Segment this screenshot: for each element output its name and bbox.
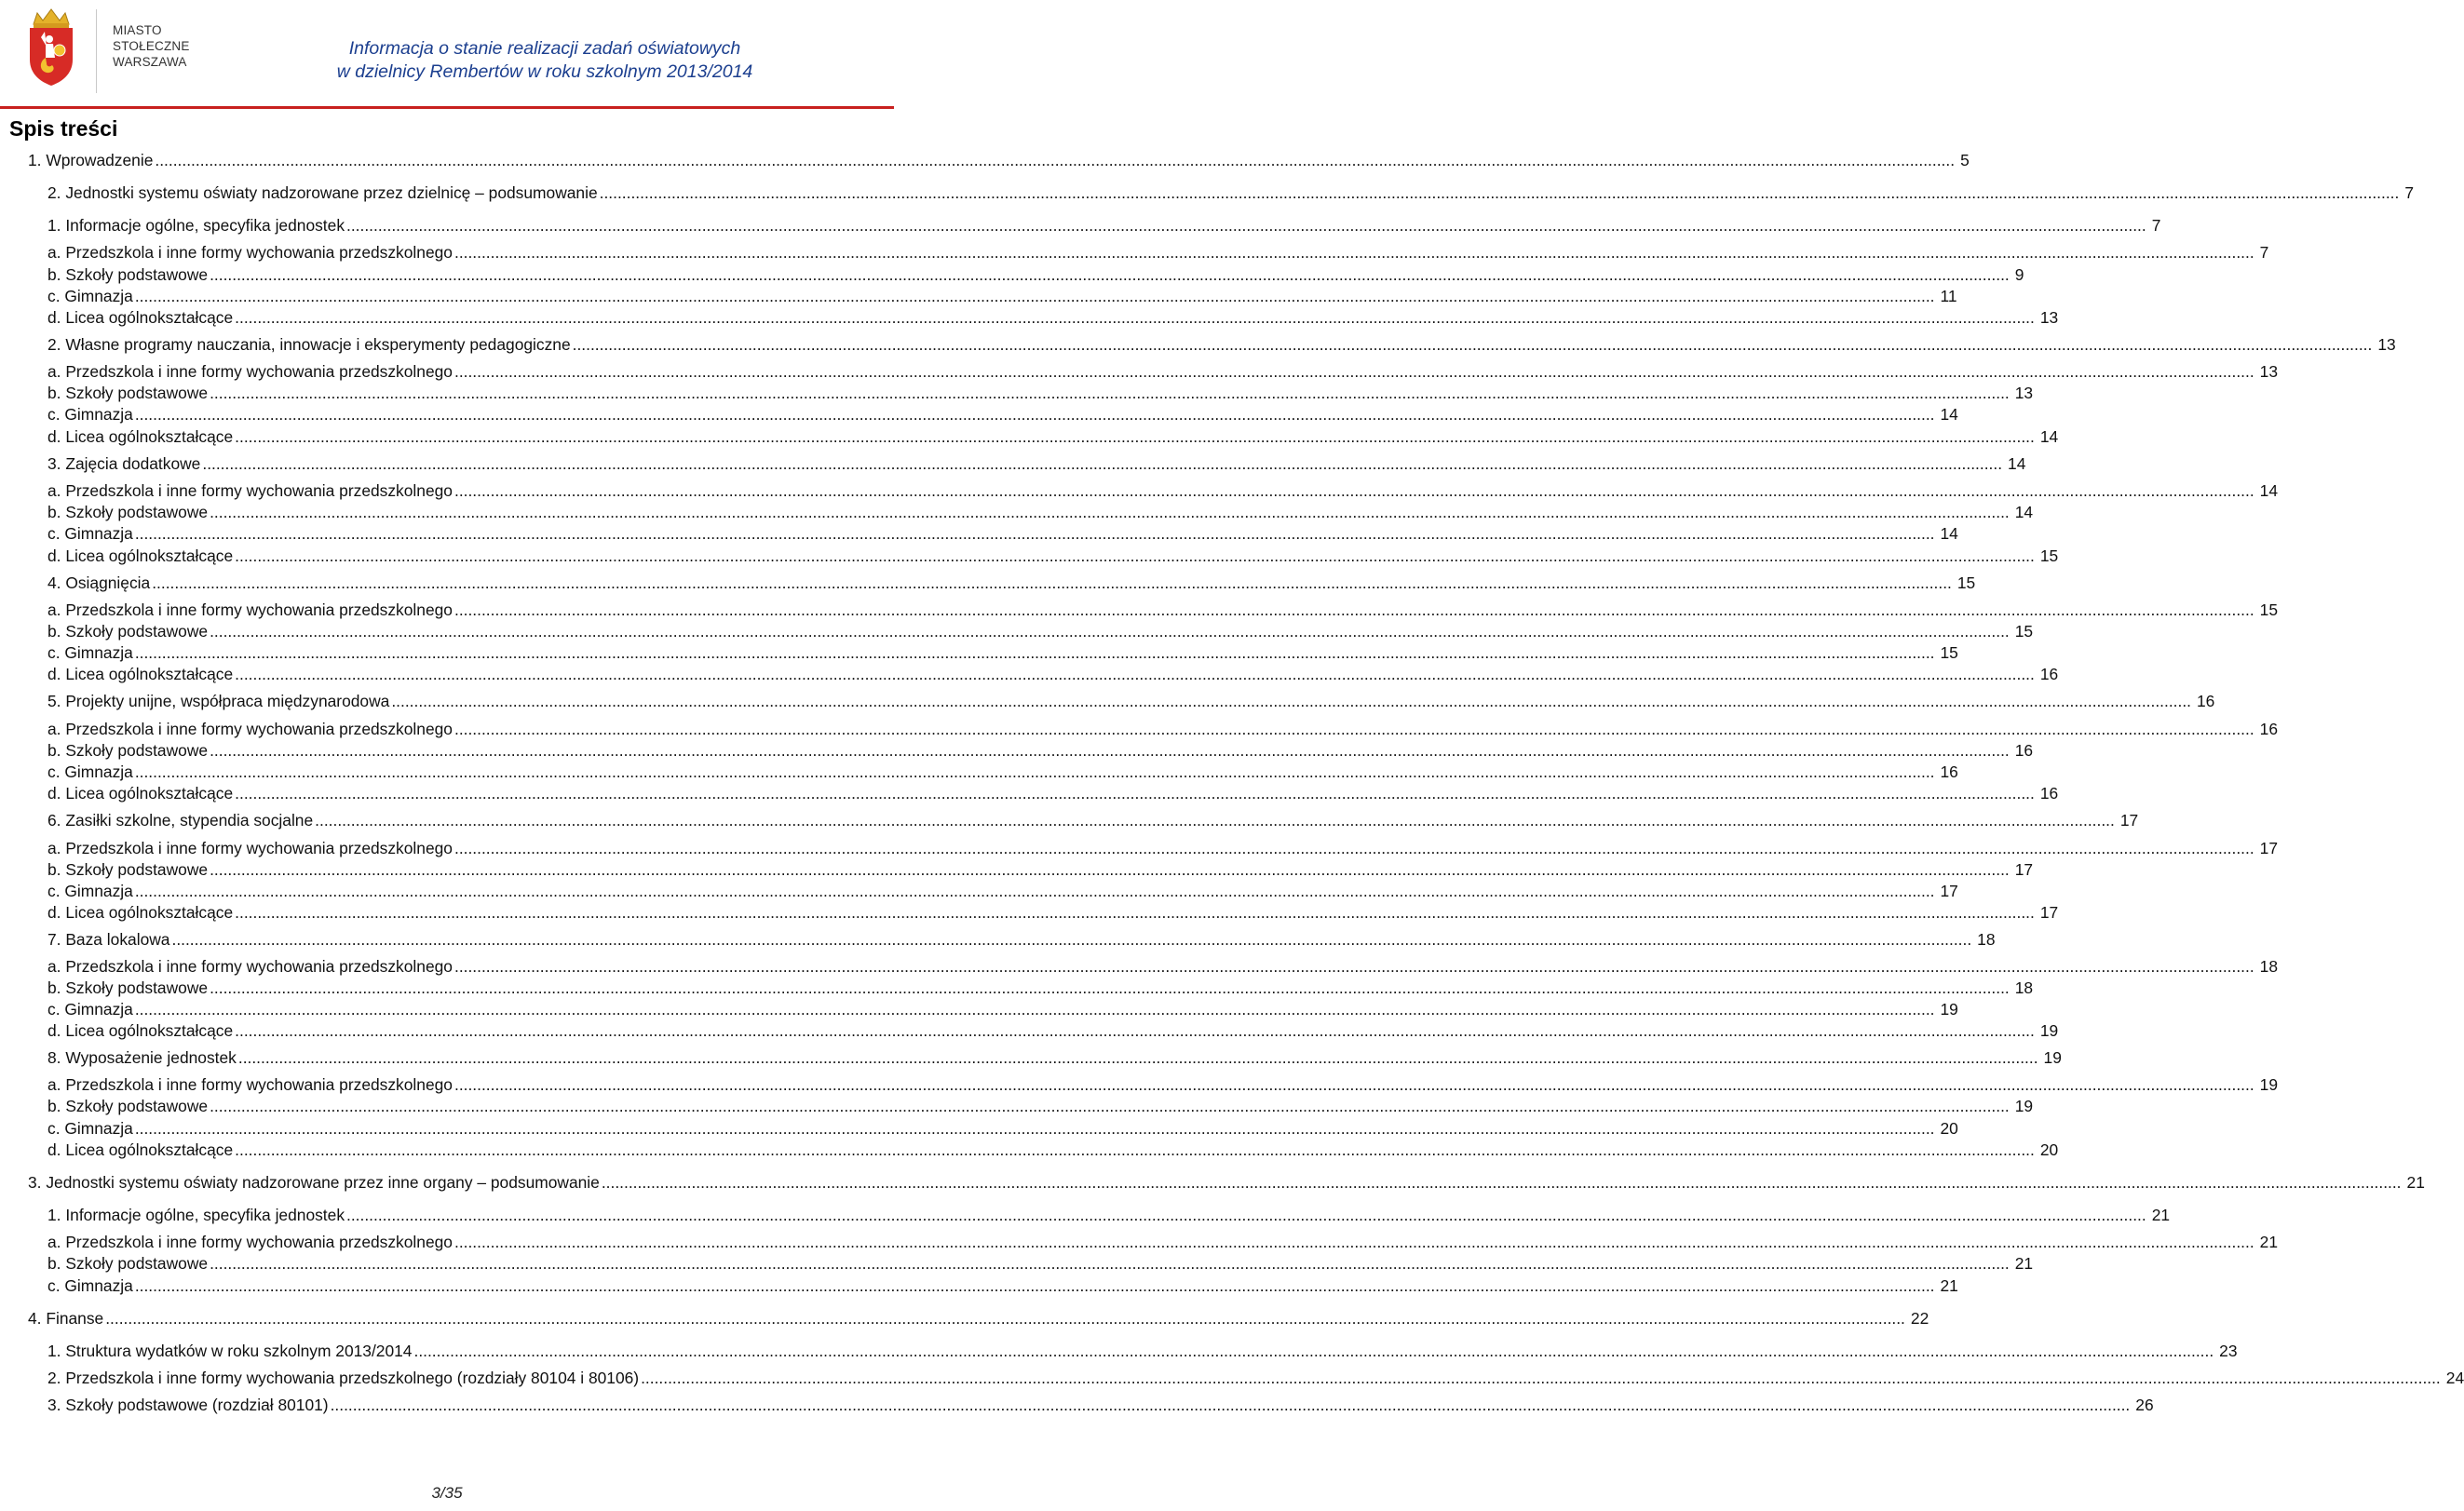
toc-entry-label: 1. Wprowadzenie [28,151,154,169]
toc-entry-page: 19 [2014,1097,2034,1115]
toc-entry-page: 18 [1977,930,1996,949]
toc-leader-dots: ................................................................................................................................................................................................................................................................................................................................................................................................................ [235,308,2035,327]
toc-leader-dots: ................................................................................................................................................................................................................................................................................................................................................................................................................ [210,741,2010,760]
toc-entry-page: 17 [1940,882,1958,900]
toc-entry[interactable] [47,1205,2171,1225]
toc-entry-page: 19 [2043,1048,2062,1067]
toc-entry[interactable] [47,600,2279,620]
toc-entry[interactable] [47,929,1996,950]
brand-line: STOŁECZNE [113,39,190,53]
toc-leader-dots: ................................................................................................................................................................................................................................................................................................................................................................................................................ [391,692,2192,710]
toc-leader-dots: ................................................................................................................................................................................................................................................................................................................................................................................................................ [237,1048,2038,1067]
toc-entry-label: b. Szkoły podstawowe [47,265,209,284]
toc-entry-label: a. Przedszkola i inne formy wychowania przedszkolnego [47,1233,453,1251]
toc-entry-label: d. Licea ogólnokształcące [47,665,234,683]
toc-entry-label: d. Licea ogólnokształcące [47,1140,234,1159]
toc-entry-page: 16 [2039,784,2059,803]
toc-leader-dots: ................................................................................................................................................................................................................................................................................................................................................................................................................ [210,622,2010,641]
toc-entry-page: 14 [2014,503,2034,521]
toc-leader-dots: ................................................................................................................................................................................................................................................................................................................................................................................................................ [413,1342,2214,1360]
toc-entry[interactable] [47,1096,2034,1116]
page-header [0,0,894,110]
toc-entry-label: 4. Finanse [28,1309,104,1328]
toc-entry-page: 26 [2135,1396,2154,1414]
toc-entry-page: 7 [2404,183,2414,202]
toc-entry-page: 16 [2014,741,2034,760]
toc-entry-label: c. Gimnazja [47,1000,133,1019]
toc-leader-dots: ................................................................................................................................................................................................................................................................................................................................................................................................................ [155,151,1956,169]
brand-name [113,22,190,70]
toc-leader-dots: ................................................................................................................................................................................................................................................................................................................................................................................................................ [210,265,2010,284]
toc-entry[interactable] [47,783,2059,803]
toc-entry[interactable] [47,264,2024,285]
toc-entry-page: 23 [2219,1342,2238,1360]
toc-entry-page: 16 [2197,692,2215,710]
toc-leader-dots: ................................................................................................................................................................................................................................................................................................................................................................................................................ [235,903,2035,922]
toc-entry-label: 3. Jednostki systemu oświaty nadzorowane przez inne organy – podsumowanie [28,1173,600,1192]
header-divider [96,9,97,93]
toc-leader-dots: ................................................................................................................................................................................................................................................................................................................................................................................................................ [454,957,2254,976]
warsaw-crest-logo [24,6,78,88]
toc-entry[interactable] [47,1341,2238,1361]
toc-entry-label: b. Szkoły podstawowe [47,503,209,521]
toc-entry-page: 15 [2039,546,2059,565]
toc-entry-label: c. Gimnazja [47,882,133,900]
toc-entry[interactable] [47,1074,2279,1095]
toc-leader-dots: ................................................................................................................................................................................................................................................................................................................................................................................................................ [134,524,1935,543]
toc-entry-page: 9 [2014,265,2024,284]
toc-leader-dots: ................................................................................................................................................................................................................................................................................................................................................................................................................ [599,183,2400,202]
toc-entry[interactable] [47,1368,2464,1388]
toc-entry[interactable] [47,719,2279,739]
toc-entry[interactable] [47,762,1958,782]
toc-entry[interactable] [28,1308,1929,1329]
toc-entry-label: 1. Informacje ogólne, specyfika jednostek [47,1206,345,1224]
toc-entry-page: 21 [2151,1206,2171,1224]
toc-entry-label: d. Licea ogólnokształcące [47,784,234,803]
toc-entry-page: 7 [2151,216,2161,235]
toc-entry-label: c. Gimnazja [47,1276,133,1295]
toc-entry[interactable] [47,1118,1958,1139]
toc-leader-dots: ................................................................................................................................................................................................................................................................................................................................................................................................................ [235,1021,2035,1040]
toc-entry[interactable] [47,523,1958,544]
toc-leader-dots: ................................................................................................................................................................................................................................................................................................................................................................................................................ [454,1233,2254,1251]
toc-leader-dots: ................................................................................................................................................................................................................................................................................................................................................................................................................ [152,573,1952,592]
toc-entry-label: c. Gimnazja [47,643,133,662]
toc-entry-page: 19 [1940,1000,1958,1019]
toc-entry-page: 17 [2119,811,2139,830]
toc-entry-label: d. Licea ogólnokształcące [47,1021,234,1040]
toc-leader-dots: ................................................................................................................................................................................................................................................................................................................................................................................................................ [202,454,2003,473]
toc-entry-page: 14 [2039,427,2059,446]
toc-entry[interactable] [47,691,2215,711]
toc-entry[interactable] [47,664,2059,684]
toc-entry-page: 17 [2259,839,2279,857]
toc-entry-page: 16 [1940,762,1958,781]
toc-entry[interactable] [47,859,2034,880]
toc-entry-page: 18 [2014,978,2034,997]
toc-entry-page: 13 [2039,308,2059,327]
toc-leader-dots: ................................................................................................................................................................................................................................................................................................................................................................................................................ [454,1075,2254,1094]
brand-line: MIASTO [113,23,162,37]
toc-leader-dots: ................................................................................................................................................................................................................................................................................................................................................................................................................ [601,1173,2402,1192]
toc-entry[interactable] [47,453,2026,474]
toc-entry-page: 14 [2259,481,2279,500]
toc-leader-dots: ................................................................................................................................................................................................................................................................................................................................................................................................................ [134,1276,1935,1295]
toc-entry[interactable] [47,361,2279,382]
toc-leader-dots: ................................................................................................................................................................................................................................................................................................................................................................................................................ [641,1369,2441,1387]
toc-entry[interactable] [47,334,2396,355]
toc-entry-page: 17 [2039,903,2059,922]
toc-entry-page: 15 [1956,573,1976,592]
toc-leader-dots: ................................................................................................................................................................................................................................................................................................................................................................................................................ [134,1119,1935,1138]
toc-entry-label: a. Przedszkola i inne formy wychowania przedszkolnego [47,243,453,262]
toc-entry-label: d. Licea ogólnokształcące [47,427,234,446]
toc-entry-page: 20 [1940,1119,1958,1138]
toc-entry-label: 2. Własne programy nauczania, innowacje i eksperymenty pedagogiczne [47,335,571,354]
toc-entry-label: 6. Zasiłki szkolne, stypendia socjalne [47,811,314,830]
toc-entry-label: a. Przedszkola i inne formy wychowania przedszkolnego [47,362,453,381]
toc-entry-label: 3. Zajęcia dodatkowe [47,454,201,473]
toc-entry-label: 8. Wyposażenie jednostek [47,1048,237,1067]
toc-entry[interactable] [47,480,2279,501]
toc-entry-page: 21 [2406,1173,2425,1192]
toc-entry[interactable] [47,1020,2059,1041]
toc-entry-page: 5 [1960,151,1970,169]
toc-leader-dots: ................................................................................................................................................................................................................................................................................................................................................................................................................ [454,720,2254,738]
toc-leader-dots: ................................................................................................................................................................................................................................................................................................................................................................................................................ [210,384,2010,402]
toc-entry[interactable] [47,1140,2059,1160]
toc-leader-dots: ................................................................................................................................................................................................................................................................................................................................................................................................................ [315,811,2115,830]
toc-leader-dots: ................................................................................................................................................................................................................................................................................................................................................................................................................ [171,930,1972,949]
toc-leader-dots: ................................................................................................................................................................................................................................................................................................................................................................................................................ [235,784,2035,803]
toc-entry[interactable] [47,215,2161,236]
toc-leader-dots: ................................................................................................................................................................................................................................................................................................................................................................................................................ [454,600,2254,619]
toc-entry-label: c. Gimnazja [47,287,133,305]
toc-entry-label: d. Licea ogólnokształcące [47,546,234,565]
toc-entry[interactable] [47,502,2034,522]
toc-entry-label: d. Licea ogólnokształcące [47,308,234,327]
document-title-line: Informacja o stanie realizacji zadań oświatowych [348,38,741,59]
toc-entry-label: 1. Struktura wydatków w roku szkolnym 2013/2014 [47,1342,413,1360]
toc-entry-page: 17 [2014,860,2034,879]
toc-leader-dots: ................................................................................................................................................................................................................................................................................................................................................................................................................ [454,839,2254,857]
toc-entry-label: b. Szkoły podstawowe [47,1254,209,1273]
toc-entry-label: 7. Baza lokalowa [47,930,170,949]
toc-entry-label: b. Szkoły podstawowe [47,860,209,879]
toc-entry[interactable] [47,956,2279,977]
toc-leader-dots: ................................................................................................................................................................................................................................................................................................................................................................................................................ [210,1254,2010,1273]
toc-leader-dots: ................................................................................................................................................................................................................................................................................................................................................................................................................ [105,1309,1905,1328]
toc-entry-label: 2. Przedszkola i inne formy wychowania przedszkolnego (rozdziały 80104 i 80106) [47,1369,640,1387]
toc-leader-dots: ................................................................................................................................................................................................................................................................................................................................................................................................................ [235,1140,2035,1159]
toc-entry-page: 16 [2039,665,2059,683]
toc-entry-label: 3. Szkoły podstawowe (rozdział 80101) [47,1396,329,1414]
toc-entry[interactable] [47,999,1958,1019]
toc-entry-label: d. Licea ogólnokształcące [47,903,234,922]
toc-leader-dots: ................................................................................................................................................................................................................................................................................................................................................................................................................ [134,287,1935,305]
toc-entry-page: 13 [2014,384,2034,402]
toc-entry-label: 5. Projekty unijne, współpraca międzynarodowa [47,692,390,710]
toc-entry-label: a. Przedszkola i inne formy wychowania przedszkolnego [47,1075,453,1094]
toc-entry[interactable] [47,242,2269,263]
toc-entry-page: 21 [2014,1254,2034,1273]
toc-entry[interactable] [47,1395,2154,1415]
toc-entry[interactable] [47,838,2279,858]
toc-leader-dots: ................................................................................................................................................................................................................................................................................................................................................................................................................ [346,1206,2146,1224]
toc-leader-dots: ................................................................................................................................................................................................................................................................................................................................................................................................................ [454,243,2254,262]
toc-leader-dots: ................................................................................................................................................................................................................................................................................................................................................................................................................ [134,405,1935,424]
toc-entry[interactable] [47,1275,1958,1296]
toc-entry-label: a. Przedszkola i inne formy wychowania przedszkolnego [47,600,453,619]
toc-entry-page: 7 [2259,243,2269,262]
toc-entry-label: a. Przedszkola i inne formy wychowania przedszkolnego [47,720,453,738]
document-title-line: w dzielnicy Rembertów w roku szkolnym 2013/2014 [336,61,753,82]
toc-entry-label: 2. Jednostki systemu oświaty nadzorowane przez dzielnicę – podsumowanie [47,183,598,202]
toc-entry-label: a. Przedszkola i inne formy wychowania przedszkolnego [47,957,453,976]
brand-line: WARSZAWA [113,55,187,69]
toc-leader-dots: ................................................................................................................................................................................................................................................................................................................................................................................................................ [210,1097,2010,1115]
toc-entry-page: 15 [2259,600,2279,619]
toc-entry-page: 13 [2377,335,2396,354]
toc-entry-label: c. Gimnazja [47,524,133,543]
toc-leader-dots: ................................................................................................................................................................................................................................................................................................................................................................................................................ [346,216,2146,235]
toc-entry[interactable] [47,426,2059,447]
toc-leader-dots: ................................................................................................................................................................................................................................................................................................................................................................................................................ [235,665,2035,683]
toc-entry-page: 22 [1910,1309,1929,1328]
toc-entry-label: 4. Osiągnięcia [47,573,151,592]
toc-entry-page: 15 [1940,643,1958,662]
toc-leader-dots: ................................................................................................................................................................................................................................................................................................................................................................................................................ [210,503,2010,521]
toc-entry-page: 24 [2445,1369,2464,1387]
toc-entry[interactable] [47,546,2059,566]
toc-entry[interactable] [47,286,1957,306]
toc-entry[interactable] [47,1047,2062,1068]
toc-entry[interactable] [47,740,2034,761]
header-rule [0,106,894,109]
toc-entry[interactable] [47,881,1958,901]
toc-entry-page: 14 [2008,454,2026,473]
toc-leader-dots: ................................................................................................................................................................................................................................................................................................................................................................................................................ [454,362,2254,381]
toc-entry-label: b. Szkoły podstawowe [47,978,209,997]
toc-entry[interactable] [47,902,2059,923]
toc-leader-dots: ................................................................................................................................................................................................................................................................................................................................................................................................................ [235,546,2035,565]
toc-entry-page: 20 [2039,1140,2059,1159]
toc-entry[interactable] [28,1172,2425,1193]
toc-leader-dots: ................................................................................................................................................................................................................................................................................................................................................................................................................ [210,860,2010,879]
toc-entry[interactable] [47,383,2034,403]
toc-entry[interactable] [47,307,2059,328]
toc-leader-dots: ................................................................................................................................................................................................................................................................................................................................................................................................................ [235,427,2035,446]
toc-leader-dots: ................................................................................................................................................................................................................................................................................................................................................................................................................ [572,335,2373,354]
toc-entry-page: 18 [2259,957,2279,976]
toc-entry-page: 14 [1940,524,1958,543]
toc-entry-page: 15 [2014,622,2034,641]
toc-entry[interactable] [47,1253,2034,1274]
toc-entry-label: c. Gimnazja [47,405,133,424]
toc-entry-page: 13 [2259,362,2279,381]
toc-entry-page: 19 [2039,1021,2059,1040]
toc-leader-dots: ................................................................................................................................................................................................................................................................................................................................................................................................................ [454,481,2254,500]
page-number: 3/35 [431,1484,463,1502]
toc-entry[interactable] [47,182,2414,203]
toc-leader-dots: ................................................................................................................................................................................................................................................................................................................................................................................................................ [210,978,2010,997]
toc-entry[interactable] [47,404,1958,425]
toc-entry-label: a. Przedszkola i inne formy wychowania przedszkolnego [47,481,453,500]
toc-entry-label: a. Przedszkola i inne formy wychowania przedszkolnego [47,839,453,857]
toc-entry-label: 1. Informacje ogólne, specyfika jednostek [47,216,345,235]
toc-entry-label: c. Gimnazja [47,1119,133,1138]
toc-entry-page: 11 [1940,287,1957,305]
toc-leader-dots: ................................................................................................................................................................................................................................................................................................................................................................................................................ [134,762,1935,781]
toc-entry[interactable] [47,978,2034,998]
toc-entry-page: 14 [1940,405,1958,424]
toc-entry-label: b. Szkoły podstawowe [47,741,209,760]
toc-heading: Spis treści [9,116,118,141]
toc-entry[interactable] [47,573,1976,593]
toc-entry[interactable] [47,810,2139,830]
document-title [335,37,754,84]
toc-entry-label: b. Szkoły podstawowe [47,1097,209,1115]
toc-entry-page: 21 [1940,1276,1958,1295]
toc-entry[interactable] [47,642,1958,663]
toc-entry-page: 21 [2259,1233,2279,1251]
toc-entry-page: 16 [2259,720,2279,738]
toc-entry[interactable] [47,1232,2279,1252]
toc-leader-dots: ................................................................................................................................................................................................................................................................................................................................................................................................................ [330,1396,2131,1414]
toc-entry-label: b. Szkoły podstawowe [47,622,209,641]
toc-leader-dots: ................................................................................................................................................................................................................................................................................................................................................................................................................ [134,643,1935,662]
toc-entry-label: b. Szkoły podstawowe [47,384,209,402]
toc-leader-dots: ................................................................................................................................................................................................................................................................................................................................................................................................................ [134,882,1935,900]
toc-entry-label: c. Gimnazja [47,762,133,781]
toc-entry[interactable] [28,150,1970,170]
toc-entry[interactable] [47,621,2034,641]
toc-leader-dots: ................................................................................................................................................................................................................................................................................................................................................................................................................ [134,1000,1935,1019]
toc-entry-page: 19 [2259,1075,2279,1094]
